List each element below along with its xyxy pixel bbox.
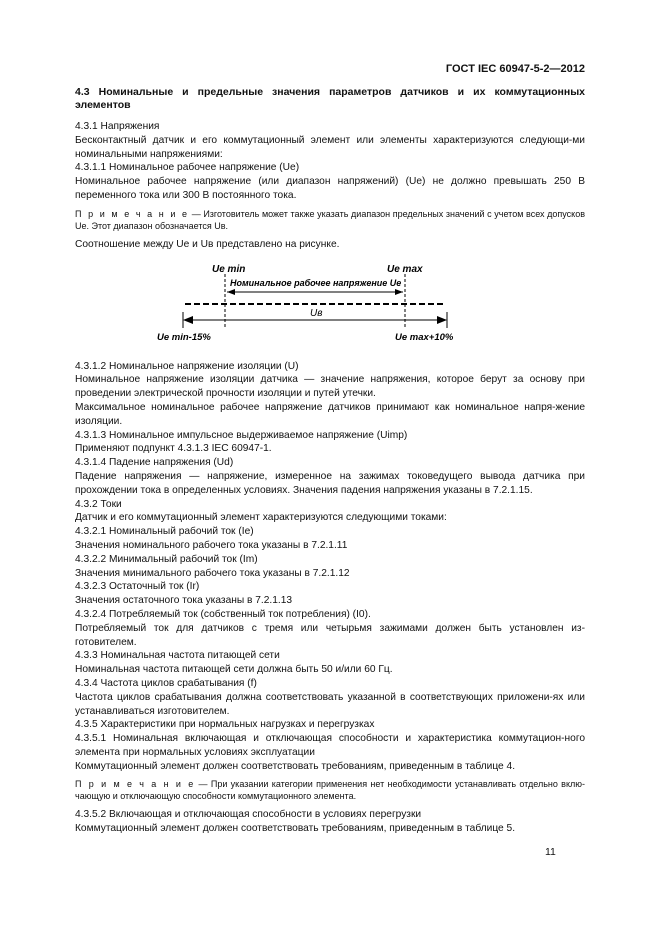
body-line: Номинальное напряжение изоляции датчика — значение напряжения, которое берут за основу при проведении электрической прочности изоляции и путей утечки.: [75, 374, 585, 400]
body-line: Номинальная частота питающей сети должна быть 50 и/или 60 Гц.: [75, 664, 393, 676]
body-line: Значения минимального рабочего тока указаны в 7.2.1.12: [75, 567, 350, 579]
body-line: Падение напряжения — напряжение, измеренное на зажимах токоведущего вывода датчика при прохождении тока в определенных условиях. Значения падения напряжения указаны в 7.2.1.15.: [75, 470, 585, 496]
clause-4-3-1: 4.3.1 Напряжения: [75, 121, 160, 132]
body-line: 4.3.5.2 Включающая и отключающая способности в условиях перегрузки: [75, 809, 422, 821]
body-line: Максимальное номинальное рабочее напряжение датчиков принимают как номинальное напря-жение изоляции.: [75, 401, 585, 427]
clause-4-3-1-1: 4.3.1.1 Номинальное рабочее напряжение (Uе): [75, 162, 300, 174]
page-content: [75, 86, 585, 836]
section-title: 4.3 Номинальные и предельные значения параметров датчиков и их коммутационных элементов: [75, 86, 585, 111]
ue-min-label: Uе min: [212, 263, 246, 275]
body-line: Значения остаточного тока указаны в 7.2.1.13: [75, 595, 293, 607]
ratio-text: Соотношение между Uе и Uв представлено на рисунке.: [75, 238, 340, 250]
body-line: 4.3.2.2 Минимальный рабочий ток (Im): [75, 553, 258, 565]
ub-label: Uв: [310, 307, 323, 319]
body-line: Частота циклов срабатывания должна соответствовать указанной в соответствующих приложени-ях или устанавливаться изготовителем.: [75, 691, 585, 717]
body-line: 4.3.5.1 Номинальная включающая и отключающая способности и характеристика коммутацион-ного элемента при нормальных условиях эксплуатации: [75, 733, 585, 758]
body-line: Датчик и его коммутационный элемент характеризуются следующими токами:: [75, 512, 447, 524]
body-line: 4.3.3 Номинальная частота питающей сети: [75, 650, 280, 662]
body-line: Потребляемый ток для датчиков с тремя или четырьмя зажимами должен быть установлен из-готовителем.: [75, 622, 585, 648]
note-label: П р и м е ч а н и е: [75, 208, 190, 219]
paragraph: Бесконтактный датчик и его коммутационный элемент или элементы характеризуются следующи-ми номинальными напряжениями:: [75, 134, 585, 160]
document-header: ГОСТ IEC 60947-5-2—2012: [445, 63, 585, 75]
arrow-right: [395, 289, 403, 295]
body-line: Применяют подпункт 4.3.1.3 IEC 60947-1.: [75, 443, 272, 455]
voltage-diagram: [75, 256, 585, 356]
arrow-left: [227, 289, 235, 295]
note-text: — Изготовитель может также указать диапазон предельных значений с учетом всех допусков Uе. Этот диапазон обозначается Uв.: [75, 208, 585, 231]
ue-min-tol-label: Uе min-15%: [157, 331, 211, 343]
body-line: 4.3.5 Характеристики при нормальных нагрузках и перегрузках: [75, 719, 375, 731]
body-line: 4.3.2 Токи: [75, 498, 122, 510]
ub-arrow-right: [437, 316, 447, 324]
body-line: 4.3.2.4 Потребляемый ток (собственный ток потребления) (I0).: [75, 608, 371, 620]
ue-max-tol-label: Uе max+10%: [395, 331, 454, 343]
body-line: 4.3.2.1 Номинальный рабочий ток (Iе): [75, 526, 254, 538]
body-line: Значения номинального рабочего тока указаны в 7.2.1.11: [75, 539, 348, 551]
range-label: Номинальное рабочее напряжение Uе: [230, 277, 402, 288]
note-label: П р и м е ч а н и е: [75, 779, 196, 790]
page-number: 11: [545, 846, 556, 858]
ub-arrow-left: [183, 316, 193, 324]
voltage-diagram-svg: [75, 256, 585, 356]
body-line: Коммутационный элемент должен соответствовать требованиям, приведенным в таблице 4.: [75, 760, 516, 772]
body-line: 4.3.1.2 Номинальное напряжение изоляции (U): [75, 360, 299, 372]
note-1: [75, 208, 585, 232]
note-2: [75, 778, 585, 802]
body-line: Коммутационный элемент должен соответствовать требованиям, приведенным в таблице 5.: [75, 823, 516, 835]
paragraph: Номинальное рабочее напряжение (или диапазон напряжений) (Uе) не должно превышать 250 В переменного тока или 300 В постоянного тока.: [75, 176, 585, 201]
body-line: 4.3.4 Частота циклов срабатывания (f): [75, 677, 257, 689]
ue-max-label: Uе max: [387, 263, 423, 275]
body-line: 4.3.2.3 Остаточный ток (Ir): [75, 581, 200, 593]
body-line: 4.3.1.4 Падение напряжения (Ud): [75, 457, 234, 469]
note-text: — При указании категории применения нет необходимости устанавливать отдельно вклю-чающую и отключающую способности коммутационного элемента.: [75, 779, 585, 802]
body-line: 4.3.1.3 Номинальное импульсное выдерживаемое напряжение (Uimp): [75, 429, 408, 441]
